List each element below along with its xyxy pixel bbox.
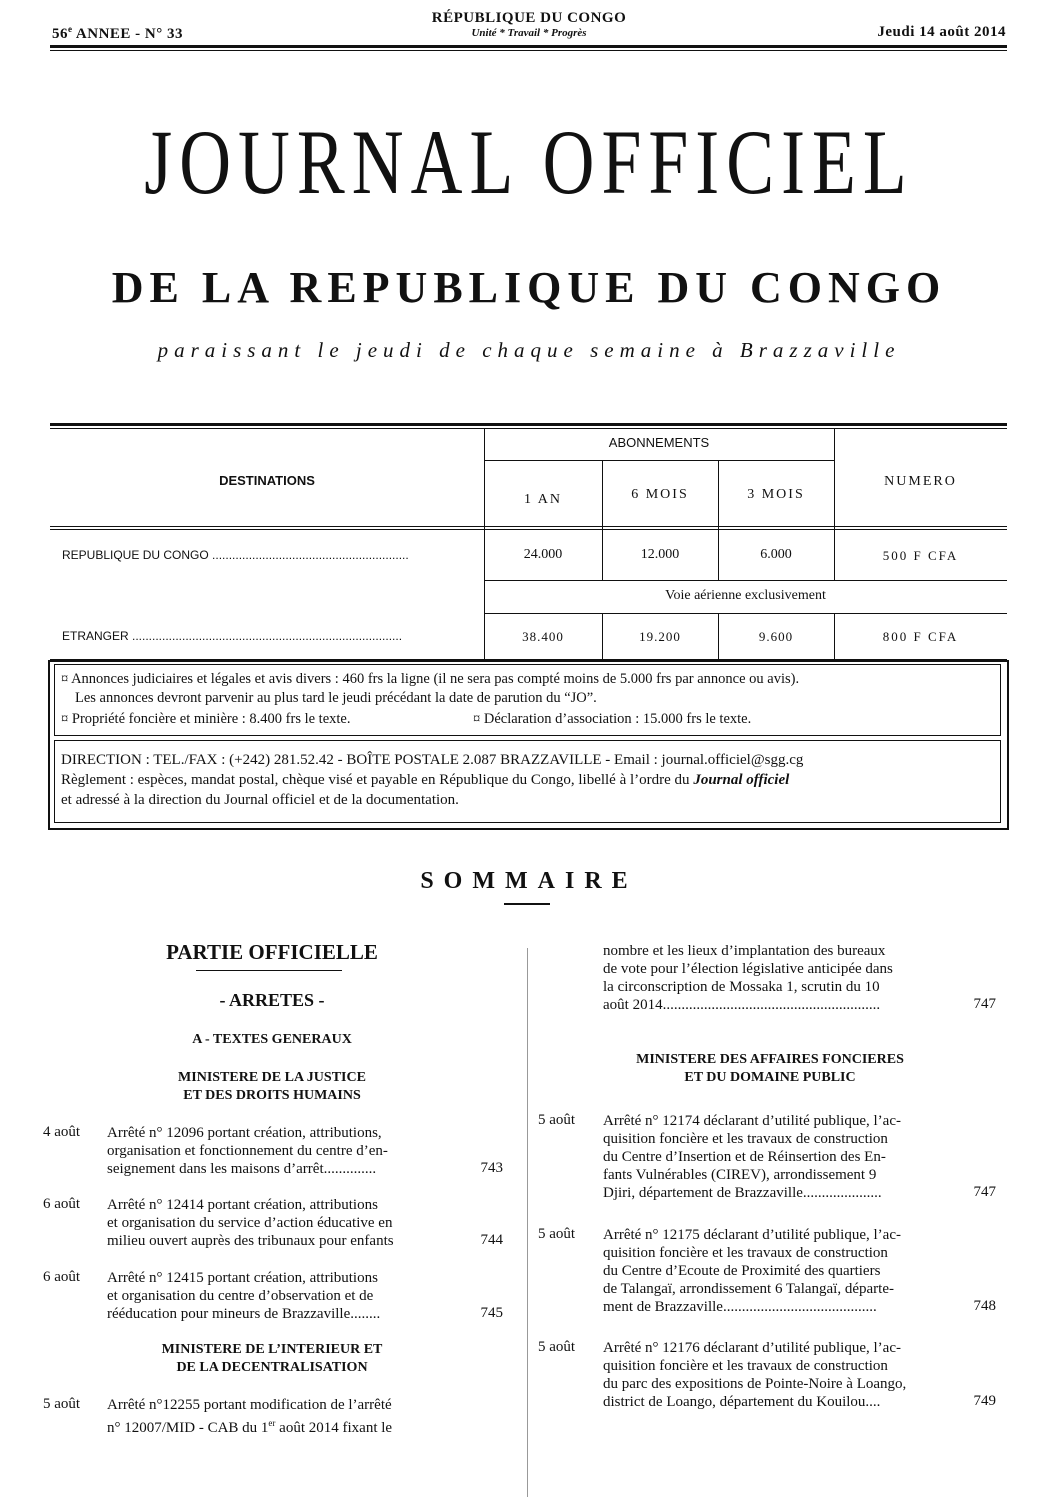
entry-text: Arrêté n° 12415 portant création, attributions et organisation du centre d’observation et de rééducation pour mineurs de Brazzaville........ [107, 1270, 381, 1322]
payment-terms: Règlement : espèces, mandat postal, chèque visé et payable en République du Congo, libellé à l’ordre du Journal officiel [61, 772, 790, 788]
entry-text: Arrêté n°12255 portant modification de l’arrêté n° 12007/MID - CAB du 1er août 2014 fixant le [107, 1397, 393, 1436]
entry-text: nombre et les lieux d’implantation des bureaux de vote pour l’élection législative anticipée dans la circonscription de Mossaka 1, scrutin du 10 août 2014.......................................................... [603, 943, 893, 1013]
announcements-line-1: ¤ Annonces judiciaires et légales et avis divers : 460 frs la ligne (il ne sera pas compté moins de 5.000 frs par annonce ou avis). [61, 671, 800, 687]
table-top-rule-thin [50, 428, 1007, 429]
entry-date: 6 août [43, 1196, 81, 1212]
journal-subtitle: DE LA REPUBLIQUE DU CONGO [111, 263, 947, 312]
price-congo-3mois: 6.000 [760, 547, 792, 562]
entry-page: 748 [973, 1298, 996, 1314]
summary-rule [504, 903, 550, 905]
association-tariff: ¤ Déclaration d’association : 15.000 frs le texte. [473, 711, 752, 727]
price-congo-1an: 24.000 [523, 547, 563, 562]
entry-date: 6 août [43, 1269, 81, 1285]
entry-date: 5 août [538, 1112, 576, 1128]
numero-header: NUMERO [884, 474, 957, 489]
entry-page: 745 [480, 1305, 503, 1321]
payment-terms-2: et adressé à la direction du Journal officiel et de la documentation. [61, 792, 459, 808]
part-heading: PARTIE OFFICIELLE [166, 940, 378, 964]
row-divider [484, 460, 835, 461]
entry-page: 747 [973, 996, 996, 1012]
entry-date: 5 août [538, 1339, 576, 1355]
period-1an: 1 AN [524, 492, 562, 507]
journal-title: JOURNAL OFFICIEL [144, 111, 914, 213]
entry-page: 743 [480, 1160, 503, 1176]
summary-heading: SOMMAIRE [420, 868, 638, 894]
col-divider [484, 428, 485, 659]
property-tariff: ¤ Propriété foncière et minière : 8.400 frs le texte. [61, 711, 351, 727]
ministry-interior-heading: MINISTERE DE L’INTERIEUR ET DE LA DECENTRALISATION [161, 1342, 383, 1375]
abonnements-header: ABONNEMENTS [608, 435, 710, 450]
arretes-heading: - ARRETES - [219, 990, 325, 1010]
entry-text: Arrêté n° 12414 portant création, attributions et organisation du service d’action éducative en milieu ouvert auprès des tribunaux pour enfants [107, 1197, 394, 1249]
entry-page: 744 [480, 1232, 503, 1248]
price-etranger-6mois: 19.200 [639, 629, 681, 644]
destination-congo: REPUBLIQUE DU CONGO ........................................................... [62, 548, 409, 562]
ministry-land-heading: MINISTERE DES AFFAIRES FONCIERES ET DU DOMAINE PUBLIC [636, 1052, 904, 1085]
issue-date: Jeudi 14 août 2014 [877, 24, 1006, 40]
journal-tagline: paraissant le jeudi de chaque semaine à Brazzaville [157, 338, 901, 362]
motto: Unité * Travail * Progrès [471, 27, 587, 39]
entry-text: Arrêté n° 12176 déclarant d’utilité publique, l’ac- quisition foncière et les travaux de construction du parc des expositions de Pointe-Noire à Loango, district de Loango, département du Kouilou.... [603, 1340, 907, 1410]
row-divider [50, 529, 1007, 530]
entry-page: 747 [973, 1184, 996, 1200]
direction-contact: DIRECTION : TEL./FAX : (+242) 281.52.42 - BOÎTE POSTALE 2.087 BRAZZAVILLE - Email : journal.officiel@sgg.cg [61, 752, 804, 768]
air-note: Voie aérienne exclusivement [665, 588, 826, 603]
header-rule [50, 45, 1007, 48]
issue-number: 56e ANNEE - N° 33 [52, 24, 184, 42]
numero-congo: 500 F CFA [882, 548, 959, 563]
period-3mois: 3 MOIS [747, 487, 805, 502]
price-etranger-1an: 38.400 [522, 629, 564, 644]
table-top-rule [50, 423, 1007, 426]
entry-page: 749 [973, 1393, 996, 1409]
entry-text: Arrêté n° 12175 déclarant d’utilité publique, l’ac- quisition foncière et les travaux de construction du Centre d’Ecoute de Proximité des quartiers de Talangaï, arrondissement 6 Talangaï, départe- ment de Brazzaville......................................... [603, 1227, 901, 1315]
row-divider [484, 580, 1007, 581]
part-rule [196, 970, 342, 971]
price-etranger-3mois: 9.600 [758, 629, 794, 644]
entry-date: 4 août [43, 1124, 81, 1140]
row-divider [50, 526, 1007, 527]
row-divider [484, 613, 1007, 614]
period-6mois: 6 MOIS [631, 487, 689, 502]
entry-text: Arrêté n° 12096 portant création, attributions, organisation et fonctionnement du centre d’en- seignement dans les maisons d’arrêt.............. [107, 1125, 388, 1177]
entry-date: 5 août [43, 1396, 81, 1412]
header-rule-thin [50, 50, 1007, 51]
column-divider [527, 948, 528, 1497]
destinations-header: DESTINATIONS [219, 473, 315, 488]
numero-etranger: 800 F CFA [882, 629, 959, 644]
announcements-line-2: Les annonces devront parvenir au plus tard le jeudi précédant la date de parution du “JO”. [75, 690, 597, 706]
payment-payee: Journal officiel [693, 772, 790, 788]
destination-etranger: ETRANGER ................................................................................. [62, 629, 403, 643]
ministry-justice-heading: MINISTERE DE LA JUSTICE ET DES DROITS HUMAINS [178, 1070, 366, 1103]
entry-text: Arrêté n° 12174 déclarant d’utilité publique, l’ac- quisition foncière et les travaux de construction du Centre d’Insertion et de Réinsertion des En- fants Vulnérables (CIREV), arrondissement 9 Djiri, département de Brazzaville..................... [603, 1113, 901, 1201]
republic-name: RÉPUBLIQUE DU CONGO [431, 10, 627, 26]
texts-general-heading: A - TEXTES GENERAUX [192, 1032, 352, 1047]
entry-date: 5 août [538, 1226, 576, 1242]
price-congo-6mois: 12.000 [640, 547, 680, 562]
